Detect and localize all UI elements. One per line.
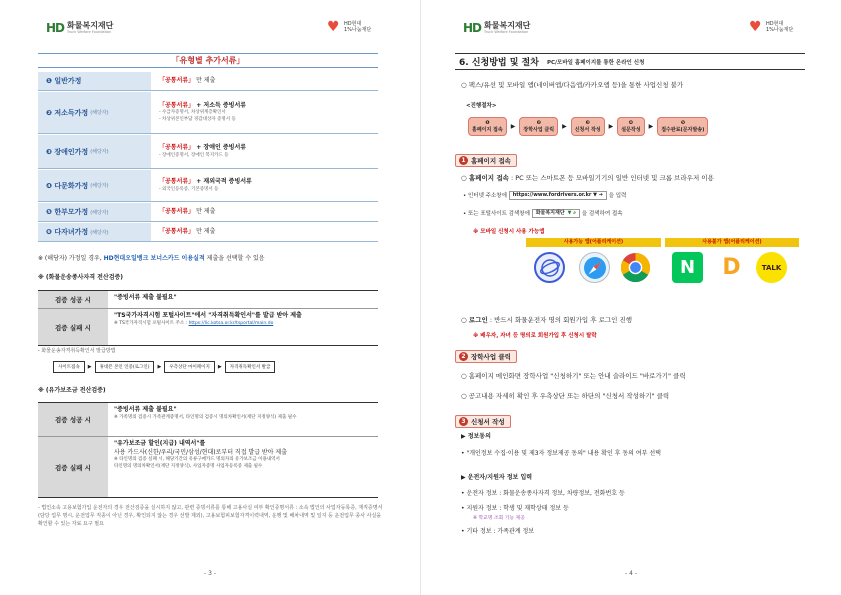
type-row [38, 203, 378, 222]
search-text: 화물복지재단 [535, 210, 565, 216]
title-sub: PC/모바일 홈페이지를 통한 온라인 신청 [546, 59, 645, 66]
logo-mark: HD [46, 21, 65, 35]
flow-step: 사이트접속 [53, 361, 85, 373]
section-number: 1 [459, 156, 468, 165]
type-tag: (해당자) [90, 209, 109, 216]
logo-name: 화물복지재단 [484, 20, 531, 30]
step-box [571, 117, 605, 136]
step-arrow-icon: ▶ [608, 123, 614, 130]
row-main: "유가보조금 할인(지급) 내역서"를 [114, 440, 206, 447]
row-main: "증빙서류 제출 불필요" [114, 406, 177, 413]
type-row [38, 135, 378, 169]
line-text: • 또는 포털사이트 검색창에 [463, 210, 530, 217]
logo-sub: Truck Welfare Foundation [484, 29, 529, 34]
step-num: ❷ [536, 120, 541, 126]
page-number: - 3 - [204, 570, 216, 577]
type-tag: (해당자) [90, 149, 109, 155]
process-steps [468, 117, 708, 136]
school-search-note: ※ 학교명 조회 기능 제공 [473, 516, 525, 521]
step-text: 장학사업 클릭 [523, 126, 555, 133]
partner-logo [327, 21, 371, 34]
line-text: : PC 또는 스마트폰 등 모바일기기의 일반 인터넷 및 크롬 브라우저 이용 [508, 174, 714, 182]
note-text: ※ (해당자) 가정일 경우, [38, 255, 104, 262]
step-text: 설문작성 [621, 126, 641, 133]
step-box [617, 117, 644, 136]
doc-sub: - 외국인등록증, 기본증명서 등 [159, 186, 219, 192]
url-text: https://www.fordrivers.or.kr [512, 192, 592, 198]
step-box [468, 117, 507, 136]
bonus-card-note [38, 255, 265, 263]
partner-line2: 1%나눔재단 [766, 26, 794, 33]
common-docs: 「공통서류」 [159, 227, 195, 235]
section-label: 장학사업 클릭 [471, 353, 511, 361]
type-tag: (해당자) [90, 110, 109, 116]
flow-step: 우측상단 마이페이지 [164, 361, 215, 373]
row-label: 검증 성공 시 [38, 291, 108, 308]
table-row [38, 309, 378, 345]
table-row [38, 403, 378, 437]
note-text: 제출을 선택할 수 있음 [204, 255, 265, 262]
step-num: ❸ [585, 120, 590, 126]
type-label: ❸ 장애인가정 [46, 147, 89, 156]
type-label: ❻ 다자녀가정 [46, 228, 89, 236]
row-note-2: 타인명의 명의차확인서(재단 지정양식), 사업자증명 사업자등록증 제출 필수 [114, 463, 263, 469]
docs-rest: + 재외국적 증빙서류 [194, 178, 252, 186]
foundation-logo [463, 21, 530, 35]
partner-line2: 1%나눔재단 [344, 26, 372, 33]
driver-info: • 운전자 정보 : 화물운송종사자격 정보, 차량정보, 전화번호 등 [461, 490, 625, 497]
info-consent: ▶ 정보동의 [461, 433, 491, 440]
row-main: "증빙서류 제출 불필요" [114, 294, 177, 301]
search-field[interactable] [532, 209, 580, 218]
search-line [463, 209, 623, 218]
section-homepage [455, 154, 517, 167]
naver-icon: N [672, 252, 703, 283]
step-arrow-icon: ▶ [648, 123, 654, 130]
type-row [38, 72, 378, 91]
docs-rest: 만 제출 [194, 76, 216, 84]
samsung-internet-icon [534, 252, 565, 283]
line-text: : 반드시 화물운전자 명의 회원가입 후 로그인 진행 [487, 316, 633, 324]
doc-sub: - 장애인증명서, 장애인 복지카드 등 [159, 152, 229, 158]
type-tag: (해당자) [90, 229, 109, 236]
url-field[interactable]: https://www.fordrivers.or.kr ▼ ➔ [509, 191, 607, 200]
type-row [38, 170, 378, 202]
partner-logo [749, 21, 793, 34]
table-row [38, 291, 378, 309]
other-info: • 기타 정보 : 가족관계 정보 [461, 528, 535, 535]
table-row [38, 437, 378, 497]
common-docs: 「공통서류」 [159, 76, 195, 84]
docs-rest: 만 제출 [194, 227, 216, 235]
logo-mark: HD [463, 21, 482, 35]
type-row [38, 92, 378, 134]
step-text: 접수완료(문자발송) [661, 126, 705, 133]
issue-flow [53, 361, 275, 373]
login-warning: ※ 배우자, 자녀 등 명의로 회원가입 후 신청시 탈락 [473, 333, 597, 339]
section-title [455, 53, 805, 70]
doc-sub: - 차상위본인부담 경감대상자 증명서 등 [159, 116, 236, 122]
step-num: ❶ [485, 120, 490, 126]
heart-icon: ♥ [327, 19, 340, 35]
step-num: ❺ [680, 120, 685, 126]
type-label: ❷ 저소득가정 [46, 108, 89, 117]
daum-icon: D [716, 252, 747, 283]
safari-icon [579, 252, 610, 283]
flow-step: 휴대폰 본인 인증(로그인) [95, 361, 155, 373]
step-text: 홈페이지 접속 [472, 126, 503, 133]
row-note: ※ 가족명의 검증시 가족관계증명서, 타인명의 검증시 명의차확인서(재단 지정양식) 제출 필수 [114, 414, 297, 420]
note-highlight: HD현대오일뱅크 보너스카드 이용실적 [103, 255, 205, 262]
logo-sub: Truck Welfare Foundation [67, 29, 112, 34]
flow-note: - 화물운송자격취득확인서 발급방법 [38, 348, 116, 354]
line-bold: ○ 로그인 [461, 316, 488, 324]
intro-line: ○ 팩스/유선 및 모바일 앱(네이버앱/다음앱/카카오앱 등)을 통한 사업신청 불가 [461, 81, 684, 89]
line-bold: ○ 홈페이지 접속 [461, 174, 509, 182]
fuel-subsidy-table [38, 402, 378, 498]
partner-line1: HD현대 [766, 21, 784, 28]
heart-icon: ♥ [749, 19, 762, 35]
page-number: - 4 - [625, 570, 637, 577]
type-tag: (해당자) [90, 183, 109, 189]
search-icon: ▼ ⌕ [567, 210, 577, 216]
section-title: 「유형별 추가서류」 [38, 53, 378, 68]
section-number: 3 [459, 417, 468, 426]
step-arrow-icon: ▶ [562, 123, 567, 130]
mobile-apps-note: ※ 모바일 신청시 사용 가능앱 [473, 229, 545, 235]
line-text: 을 검색하여 접속 [581, 210, 623, 217]
foundation-logo [46, 21, 113, 35]
login-line [461, 316, 632, 324]
qualification-table [38, 290, 378, 346]
unusable-apps-header: 사용불가 앱(어플리케이션) [665, 238, 799, 247]
usable-apps-header: 사용가능 앱(어플리케이션) [526, 238, 661, 247]
fuel-subsidy-note: ※ (유가보조금 전산검증) [38, 387, 106, 394]
step-arrow-icon: ▶ [510, 123, 516, 130]
section-label: 신청서 작성 [471, 418, 505, 426]
scholarship-line: ○ 홈페이지 메인화면 장학사업 "신청하기" 또는 안내 슬라이드 "바로가기" 클릭 [461, 372, 686, 380]
step-box [657, 117, 708, 136]
step-num: ❹ [628, 120, 634, 126]
docs-rest: + 장애인 증빙서류 [194, 144, 247, 152]
docs-rest: + 저소득 증빙서류 [194, 102, 247, 110]
row-label: 검증 성공 시 [38, 403, 108, 436]
consent-detail: • "개인정보 수집·이용 및 제3자 정보제공 동의" 내용 확인 후 동의 여부 선택 [461, 450, 661, 457]
flow-step: 자격취득확인서 발급 [225, 361, 276, 373]
process-label: <진행절차> [466, 103, 497, 109]
info-input: ▶ 운전자/지원자 정보 입력 [461, 474, 533, 481]
step-box [519, 117, 558, 136]
type-row [38, 223, 378, 242]
type-label: ❹ 다문화가정 [46, 181, 89, 190]
common-docs: 「공통서류」 [159, 178, 195, 186]
right-page [421, 0, 841, 595]
flow-arrow-icon: ▶ [157, 364, 162, 370]
partner-line1: HD현대 [344, 21, 362, 28]
kakaotalk-icon: TALK [756, 252, 787, 283]
homepage-line [461, 174, 714, 182]
row-label: 검증 실패 시 [38, 437, 108, 497]
flow-arrow-icon: ▶ [217, 364, 222, 370]
type-label: ❶ 일반가정 [46, 77, 82, 85]
footnote: - 법인소속 고용보험가입 운전자의 경우 전산검증을 실시하지 않고, 관련 증빙서류를 통해 고용사실 여부 확인증명서류 : 소속 법인의 사업자등록증, 재직증명서(담당 업무 명시, 운전업무 직종이 아닌 경우, 확인되지 않는 경우 선발 제외), 고용보험피보험자격이력내역, 운행 및 배차내역 및 일지 등 운전업무 종사 사실을 확인할 수 있는 자료 요구 필요 [38, 505, 383, 527]
section-label: 홈페이지 접속 [471, 157, 511, 165]
chrome-icon [620, 252, 651, 283]
section-number: 2 [459, 352, 468, 361]
portal-link[interactable]: https://lic.kotsa.or.kr/tsportal/main.do [188, 320, 274, 326]
flow-arrow-icon: ▶ [87, 364, 92, 370]
scholarship-line: ○ 공고내용 자세히 확인 후 우측상단 또는 하단의 "신청서 작성하기" 클릭 [461, 392, 670, 400]
url-line [463, 191, 626, 200]
row-main: "TS국가자격시험 포털사이트"에서 "자격취득확인서"를 발급 받아 제출 [114, 312, 302, 319]
section-application [455, 415, 511, 428]
qualification-note: ※ (화물운송종사자격 전산검증) [38, 274, 124, 281]
section-scholarship [455, 350, 517, 363]
line-text: 을 입력 [608, 192, 627, 199]
common-docs: 「공통서류」 [159, 102, 195, 110]
row-note: ※ 타인명의 검증 실패 시, 해당기간의 유류구매카드 명의자의 유가보조금 이용내역서 [114, 457, 280, 463]
row-main-2: 사용 카드사(신한/우리/국민/삼성/현대)로부터 직접 발급 받아 제출 [114, 448, 288, 456]
logo-name: 화물복지재단 [67, 20, 114, 30]
title-main: 6. 신청방법 및 절차 [459, 58, 539, 68]
common-docs: 「공통서류」 [159, 207, 195, 215]
type-label: ❺ 한부모가정 [46, 208, 89, 216]
docs-rest: 만 제출 [194, 207, 216, 215]
doc-sub: - 수급자증명서, 차상위계층확인서 [159, 110, 226, 116]
left-page [0, 0, 420, 595]
applicant-info: • 지원자 정보 : 학생 및 재학상태 정보 등 [461, 505, 569, 512]
row-label: 검증 실패 시 [38, 309, 108, 345]
line-text: • 인터넷 주소창에 [463, 192, 507, 199]
common-docs: 「공통서류」 [159, 144, 195, 152]
row-note: ※ TS국가자격시험 포털사이트 주소 : [114, 320, 189, 326]
step-text: 신청서 작성 [574, 126, 601, 133]
